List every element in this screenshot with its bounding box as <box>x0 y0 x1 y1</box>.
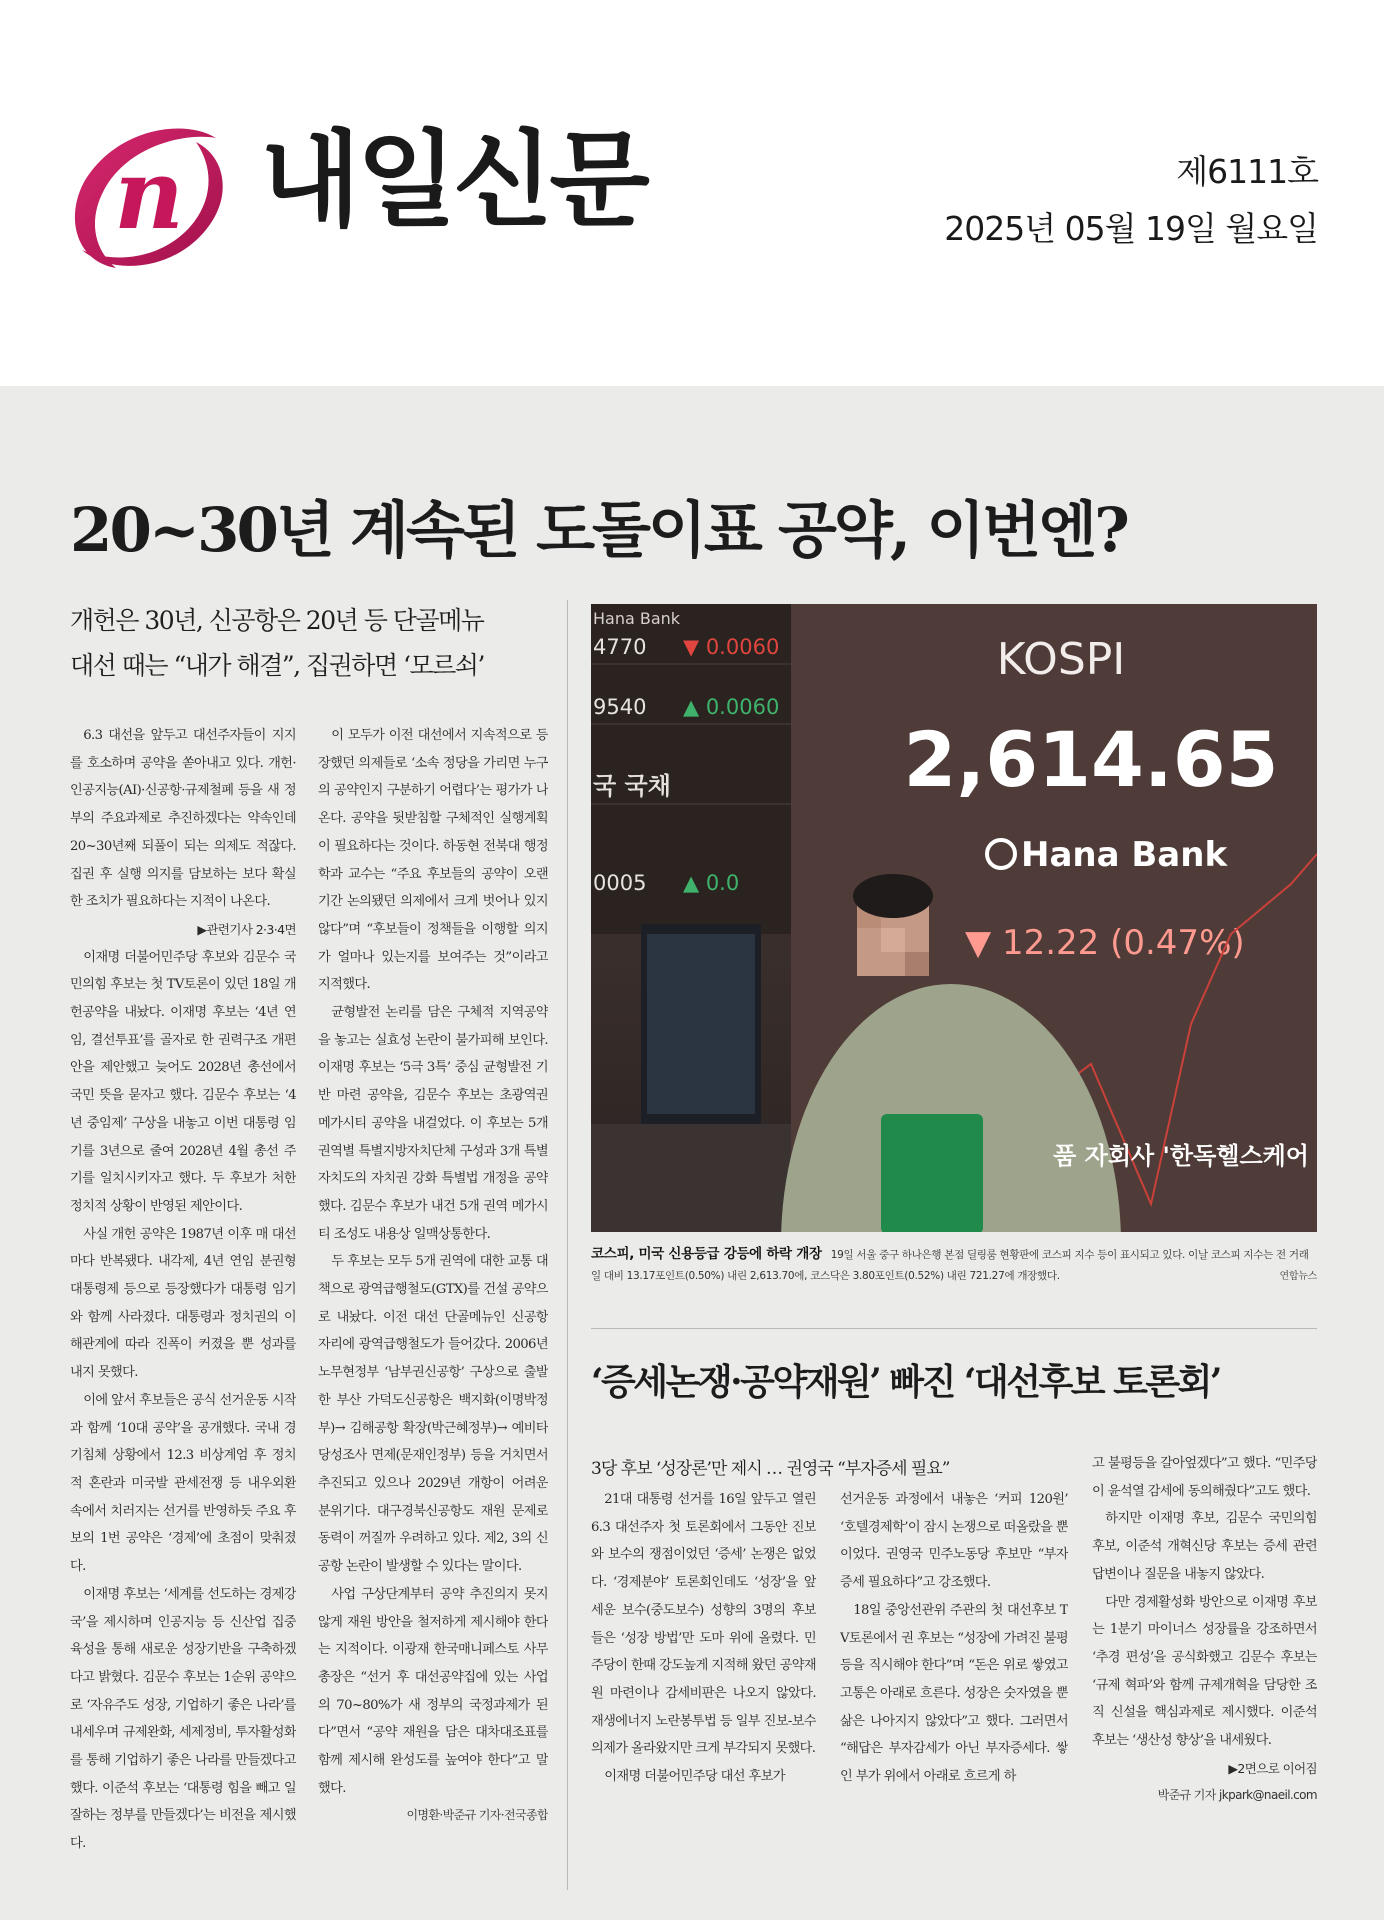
subhead-line: 개헌은 30년, 신공항은 20년 등 단골메뉴 <box>70 606 484 635</box>
article-paragraph: 사실 개헌 공약은 1987년 이후 매 대선마다 반복됐다. 내각제, 4년 연임 분권형 대통령제 등으로 등장했다가 대통령 임기와 함께 사라졌다. 대통령과 정치권의 이해관계에 따라 진폭이 커졌을 뿐 성과를 내지 못했다. <box>70 1226 296 1381</box>
caption-title: 코스피, 미국 신용등급 강등에 하락 개장 <box>591 1246 822 1262</box>
article-paragraph: 두 후보는 모두 5개 권역에 대한 교통 대책으로 광역급행철도(GTX)를 건설 공약으로 내놨다. 이전 대선 단골메뉴인 신공항 자리에 광역급행철도가 들어갔다. 2006년 노무현정부 ‘남부권신공항’ 구상으로 출발한 부산 가덕도신공항은 백지화(이명박정부)→ 김해공항 확장(박근혜정부)→ 예비타당성조사 면제(문재인정부) 등을 거치면서 추진되고 있으나 2029년 개항이 어려운 분위기다. 대구경북신공항도 재원 문제로 동력이 꺼질까 우려하고 있다. 제2, 3의 신공항 논란이 발생할 수 있다는 말이다. <box>318 1254 548 1575</box>
article-paragraph: 6.3 대선을 앞두고 대선주자들이 지지를 호소하며 공약을 쏟아내고 있다. 개헌·인공지능(AI)·신공항·규제철폐 등을 새 정부의 주요과제로 추진하겠다는 약속인데 20~30년째 되풀이 되는 의제도 적잖다. 집권 후 실행 의지를 담보하는 보다 확실한 조치가 필요하다는 지적이 나온다. <box>70 728 296 910</box>
ticker-row-label: 4770 <box>593 635 647 659</box>
index-value: 2,614.65 <box>903 715 1279 804</box>
logo-letter: n <box>114 138 184 251</box>
article-paragraph: 이재명 더불어민주당 후보와 김문수 국민의힘 후보는 첫 TV토론이 있던 18일 개헌공약을 내놨다. 이재명 후보는 ‘4년 연임, 결선투표’를 골자로 한 권력구조 개편안을 제안했고 늦어도 2028년 총선에서 국민 뜻을 묻자고 했다. 김문수 후보는 ‘4년 중임제’ 구상을 내놓고 이번 대통령 임기를 3년으로 줄여 2028년 4월 총선 주기를 일치시키자고 했다. 두 후보가 처한 정치적 상황이 반영된 제안이다. <box>70 949 296 1214</box>
index-change: ▼ 12.22 (0.47%) <box>965 923 1245 963</box>
article-paragraph: 이재명 더불어민주당 대선 후보가 <box>604 1769 785 1785</box>
photo-caption <box>591 1244 1317 1287</box>
ticker-row-change: ▲ 0.0060 <box>683 695 780 719</box>
main-article-column-1 <box>70 722 296 1882</box>
hana-bank-logo: Hana Bank <box>1021 835 1228 875</box>
second-article-column-1 <box>591 1486 816 1886</box>
newspaper-name: 내일신문 <box>260 119 646 241</box>
article-paragraph: 다만 경제활성화 방안으로 이재명 후보는 1분기 마이너스 성장률을 강조하면서 ‘추경 편성’을 공식화했고 김문수 후보는 ‘규제 혁파’와 함께 규제개혁을 담당한 조직 신설을 핵심과제로 제시했다. 이준석 후보는 ‘생산성 향상’을 내세웠다. <box>1092 1594 1317 1749</box>
article-paragraph: 균형발전 논리를 담은 구체적 지역공약을 놓고는 실효성 논란이 불가피해 보인다. 이재명 후보는 ‘5극 3특’ 중심 균형발전 기반 마련 공약을, 김문수 후보는 초광역권 메가시티 공약을 내걸었다. 이 후보는 5개 권역별 특별지방자치단체 구성과 3개 특별자치도의 자치권 강화 특별법 개정을 공약했다. 김문수 후보가 내건 5개 권역 메가시티 조성도 내용상 일맥상통한다. <box>318 1005 548 1242</box>
board-brand-small: Hana Bank <box>593 609 681 628</box>
article-paragraph: 21대 대통령 선거를 16일 앞두고 열린 6.3 대선주자 첫 토론회에서 그동안 진보와 보수의 쟁점이었던 ‘증세’ 논쟁은 없었다. ‘경제분야’ 토론회인데도 ‘성장’을 앞세운 보수(중도보수) 성향의 3명의 후보들은 ‘성장 방법’만 도마 위에 올렸다. 민주당이 한때 강도높게 지적해 왔던 공약재원 마련이나 감세비판은 나오지 않았다. 재생에너지 노란봉투법 등 일부 진보-보수 의제가 올라왔지만 크게 부각되지 못했다. <box>591 1492 816 1757</box>
index-name: KOSPI <box>996 634 1126 685</box>
article-paragraph: 이 모두가 이전 대선에서 지속적으로 등장했던 의제들로 ‘소속 정당을 가리면 누구의 공약인지 구분하기 어렵다’는 평가가 나온다. 공약을 뒷받침할 구체적인 실행계획이 필요하다는 것이다. 하동현 전북대 행정학과 교수는 “주요 후보들의 공약이 오랜 기간 논의됐던 의제에서 크게 벗어나 있지 않다”며 “후보들이 정책들을 이행할 의지가 얼마나 있는지를 보여주는 것”이라고 지적했다. <box>318 728 548 993</box>
subhead-line: 대선 때는 “내가 해결”, 집권하면 ‘모르쇠’ <box>70 651 484 680</box>
article-paragraph: 사업 구상단계부터 공약 추진의지 못지 않게 재원 방안을 철저하게 제시해야 한다는 지적이다. 이광재 한국매니페스토 사무총장은 “선거 후 대선공약집에 있는 사업의 70~80%가 새 정부의 국정과제가 된다”면서 “공약 재원을 담은 대차대조표를 함께 제시해 완성도를 높여야 한다”고 말했다. <box>318 1586 548 1796</box>
issue-number: 제6111호 <box>1176 152 1318 191</box>
ticker-row-label: 국 국채 <box>593 772 671 800</box>
article-paragraph: 18일 중앙선관위 주관의 첫 대선후보 TV토론에서 권 후보는 “성장에 가려진 불평등을 직시해야 한다”며 “돈은 위로 쌓였고 고통은 아래로 흐른다. 성장은 숫자였을 뿐 삶은 나아지지 않았다”고 했다. 그러면서 “해답은 부자감세가 아닌 부자증세다. 쌓인 부가 위에서 아래로 흐르게 하 <box>840 1602 1068 1785</box>
issue-date: 2025년 05월 19일 월요일 <box>944 209 1318 248</box>
kospi-board-image <box>591 604 1317 1232</box>
article-paragraph: 선거운동 과정에서 내놓은 ‘커피 120원’ ‘호텔경제학’이 잠시 논쟁으로 떠올랐을 뿐이었다. 권영국 민주노동당 후보만 “부자증세 필요하다”고 강조했다. <box>840 1492 1068 1591</box>
article-paragraph: 이에 앞서 후보들은 공식 선거운동 시작과 함께 ‘10대 공약’을 공개했다. 국내 경기침체 상황에서 12.3 비상계엄 후 정치적 혼란과 미국발 관세전쟁 등 내우외환 속에서 치러지는 선거를 반영하듯 주요 후보의 1번 공약은 ‘경제’에 초점이 맞춰졌다. <box>70 1392 296 1575</box>
article-paragraph: 하지만 이재명 후보, 김문수 국민의힘 후보, 이준석 개혁신당 후보는 증세 관련 답변이나 질문을 내놓지 않았다. <box>1092 1511 1317 1582</box>
section-divider <box>591 1328 1317 1329</box>
ticker-row-label: 0005 <box>593 871 647 895</box>
naeil-logo-icon <box>64 110 234 280</box>
second-headline: ‘증세논쟁·공약재원’ 빠진 ‘대선후보 토론회’ <box>591 1361 1220 1403</box>
second-subhead: 3당 후보 ‘성장론’만 제시 … 권영국 “부자증세 필요” <box>591 1459 950 1479</box>
main-article-column-2 <box>318 722 548 1882</box>
masthead <box>0 0 1384 386</box>
front-page <box>0 386 1384 1920</box>
related-articles-link[interactable]: ▶관련기사 2·3·4면 <box>197 921 296 937</box>
main-headline: 20~30년 계속된 도돌이표 공약, 이번엔? <box>70 495 1127 566</box>
continued-link[interactable]: ▶2면으로 이어짐 <box>1228 1760 1317 1776</box>
second-byline: 박준규 기자 jkpark@naeil.com <box>1157 1788 1317 1803</box>
photo-credit: 연합뉴스 <box>1279 1271 1317 1282</box>
second-article-column-2 <box>840 1486 1068 1886</box>
ticker-row-change: ▲ 0.0 <box>683 871 740 895</box>
kospi-photo <box>591 604 1317 1232</box>
main-subhead <box>70 598 550 688</box>
ticker-row-label: 9540 <box>593 695 647 719</box>
caption-body: 19일 서울 중구 하나은행 본점 딜링룸 현황판에 코스피 지수 등이 표시되고 있다. 이날 코스피 지수는 전 거래일 대비 13.17포인트(0.50%) 내린 2,613.70에, 코스닥은 3.80포인트(0.52%) 내린 721.27에 개장했다. <box>591 1249 1309 1282</box>
bottom-ticker-text: 품 자회사 '한독헬스케어 <box>1053 1142 1309 1170</box>
green-folder <box>881 1114 983 1232</box>
article-paragraph: 이재명 후보는 ‘세계를 선도하는 경제강국’을 제시하며 인공지능 등 신산업 집중 육성을 통해 새로운 성장기반을 구축하겠다고 밝혔다. 김문수 후보는 1순위 공약으로 ‘자유주도 성장, 기업하기 좋은 나라’를 내세우며 규제완화, 세제정비, 투자활성화를 통해 기업하기 좋은 나라를 만들겠다고 했다. 이준석 후보는 ‘대통령 힘을 빼고 일 잘하는 정부를 만들겠다’는 비전을 제시했다. <box>70 1586 296 1852</box>
column-divider <box>567 600 568 1890</box>
article-paragraph: 고 불평등을 갈아엎겠다”고 했다. “민주당이 윤석열 감세에 동의해줬다”고도 했다. <box>1092 1456 1317 1499</box>
main-byline: 이명환·박준규 기자·전국종합 <box>406 1808 548 1823</box>
second-article-column-3 <box>1092 1450 1317 1886</box>
ticker-row-change: ▼ 0.0060 <box>683 635 780 659</box>
